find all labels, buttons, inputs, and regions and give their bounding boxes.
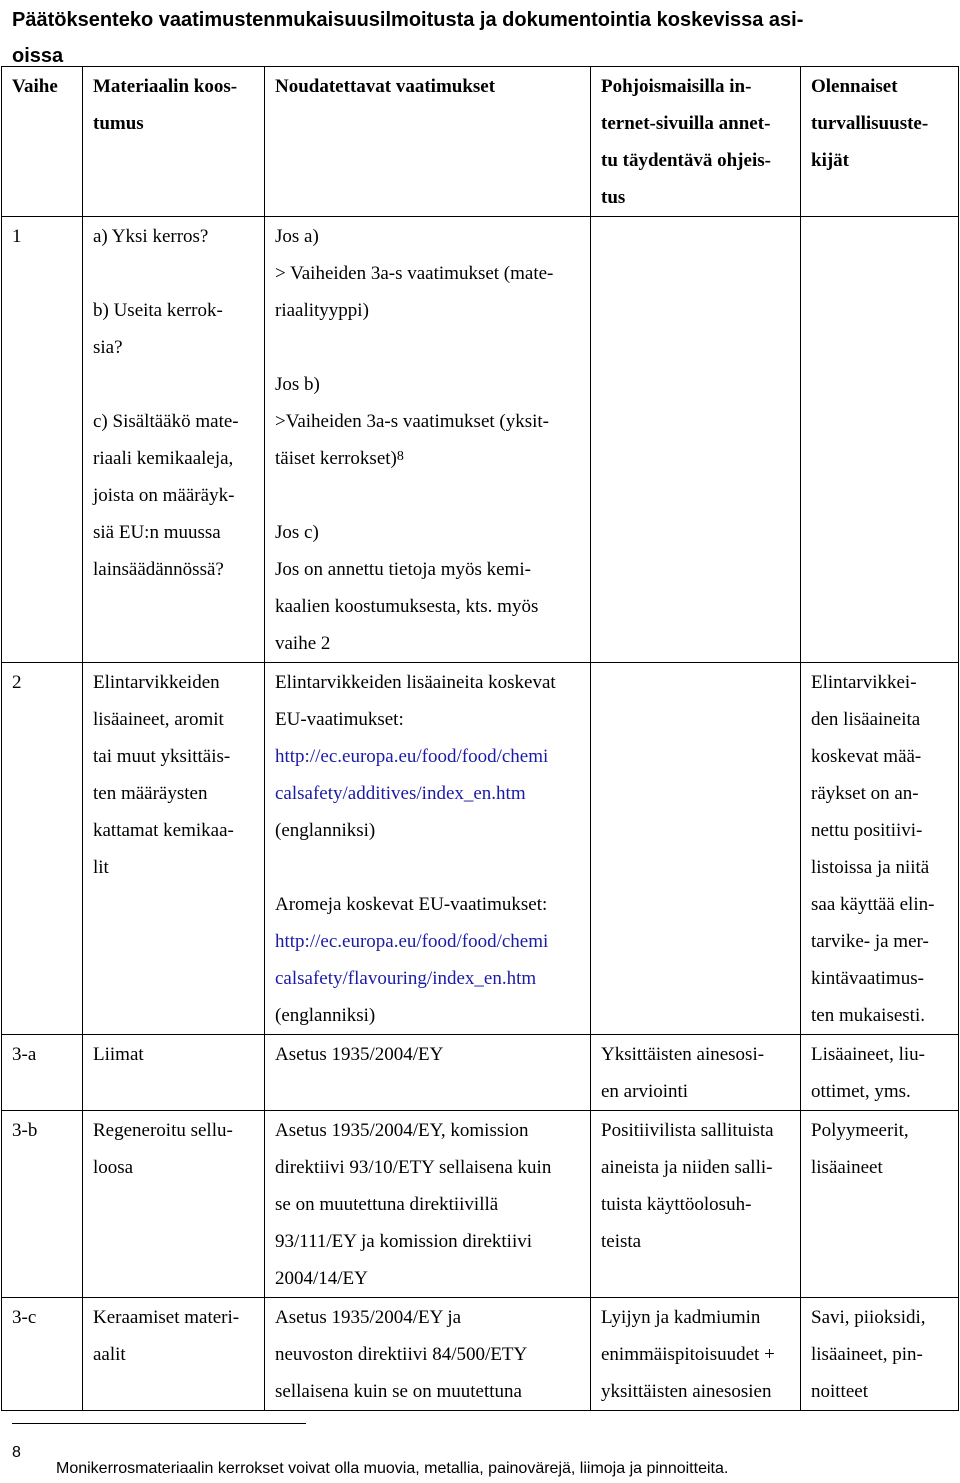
case-c-label: Jos c) xyxy=(275,522,319,543)
title-line-1: Päätöksenteko vaatimustenmukaisuusilmoitusta ja dokumentointia koskevissa asi- xyxy=(12,9,804,31)
text-line: kattamat kemikaa- xyxy=(93,820,234,841)
text-line: riaalityyppi) xyxy=(275,300,369,321)
text-line: neuvoston direktiivi 84/500/ETY xyxy=(275,1344,528,1365)
cell-vaatimukset xyxy=(265,1111,591,1298)
text-line: Yksittäisten ainesosi- xyxy=(601,1044,765,1065)
footnote-ref[interactable]: 8 xyxy=(396,449,404,464)
footnote-divider xyxy=(12,1423,306,1424)
text-line: Elintarvikkeiden lisäaineita koskevat xyxy=(275,672,556,693)
case-b-label: Jos b) xyxy=(275,374,320,395)
text-line: räykset on an- xyxy=(811,783,919,804)
text-line: EU-vaatimukset: xyxy=(275,709,404,730)
table-row xyxy=(2,663,959,1035)
cell-olennaiset xyxy=(801,1298,959,1411)
text-line: noitteet xyxy=(811,1381,868,1402)
text-line: riaali kemikaaleja, xyxy=(93,448,234,469)
text-line: tus xyxy=(601,187,626,208)
text-line: kijät xyxy=(811,150,849,171)
case-b-line-1: >Vaiheiden 3a-s vaatimukset (yksit- xyxy=(275,411,550,432)
text-line: loosa xyxy=(93,1157,134,1178)
text-line: listoissa ja niitä xyxy=(811,857,930,878)
text-line: 93/111/EY ja komission direktiivi xyxy=(275,1231,533,1252)
text-line: tumus xyxy=(93,113,144,134)
text-line: Elintarvikkeiden xyxy=(93,672,220,693)
title-line-2: oissa xyxy=(12,45,64,67)
cell-ohjeistus xyxy=(591,1111,801,1298)
text-line: Polyymeerit, xyxy=(811,1120,909,1141)
cell-ohjeistus xyxy=(591,1298,801,1411)
text-line: Savi, piioksidi, xyxy=(811,1307,926,1328)
text-line: enimmäispitoisuudet + xyxy=(601,1344,775,1365)
text-line: se on muutettuna direktiivillä xyxy=(275,1194,499,1215)
footnote-text: Monikerrosmateriaalin kerrokset voivat olla muovia, metallia, painovärejä, liimoja ja pinnoitteita. xyxy=(56,1460,729,1477)
cell-olennaiset xyxy=(801,1035,959,1111)
text-line: lisäaineet, aromit xyxy=(93,709,224,730)
text-line: lit xyxy=(93,857,109,878)
header-olennaiset xyxy=(801,67,959,217)
text-line: Asetus 1935/2004/EY, komission xyxy=(275,1120,529,1141)
text-line: ten määräysten xyxy=(93,783,208,804)
text-line: sia? xyxy=(93,337,123,358)
text-line: Regeneroitu sellu- xyxy=(93,1120,233,1141)
text-line: b) Useita kerrok- xyxy=(93,300,223,321)
text-line: kaalien koostumuksesta, kts. myös xyxy=(275,596,539,617)
cell-vaatimukset: Elintarvikkeiden lisäaineita koskevat EU-vaatimukset: http://ec.europa.eu/food/food/chemi calsafety/additives/index_en.htm (englanniksi) Aromeja koskevat EU-vaatimukset: http://ec.europa.eu/food/food/chemi calsafety/flavouring/index_en.htm (englanniksi) xyxy=(265,663,591,1035)
text-line: en arviointi xyxy=(601,1081,689,1102)
cell-vaatimukset xyxy=(265,217,591,663)
text-line: turvallisuuste- xyxy=(811,113,929,134)
text-line: aalit xyxy=(93,1344,126,1365)
text-line: joista on määräyk- xyxy=(93,485,235,506)
text-line: direktiivi 93/10/ETY sellaisena kuin xyxy=(275,1157,552,1178)
header-vaihe xyxy=(2,67,83,217)
text-line: saa käyttää elin- xyxy=(811,894,935,915)
text-line: sellaisena kuin se on muutettuna xyxy=(275,1381,522,1402)
text-line: > Vaiheiden 3a-s vaatimukset (mate- xyxy=(275,263,554,284)
text-line: koskevat mää- xyxy=(811,746,922,767)
case-a-label: Jos a) xyxy=(275,226,319,247)
table-row xyxy=(2,217,959,663)
link-line[interactable]: http://ec.europa.eu/food/food/chemi xyxy=(275,931,549,952)
cell-materiaali xyxy=(83,1111,265,1298)
document-title xyxy=(12,2,932,74)
cell-ohjeistus xyxy=(591,217,801,663)
text-line: lainsäädännössä? xyxy=(93,559,224,580)
text-line: siä EU:n muussa xyxy=(93,522,221,543)
text-line: ten mukaisesti. xyxy=(811,1005,925,1026)
cell-vaihe: 2 xyxy=(2,663,83,1035)
cell-vaihe: 1 xyxy=(2,217,83,663)
link-line[interactable]: calsafety/flavouring/index_en.htm xyxy=(275,968,537,989)
cell-olennaiset xyxy=(801,1111,959,1298)
flavouring-link[interactable] xyxy=(275,923,582,997)
header-ohjeistus xyxy=(591,67,801,217)
cell-vaihe: 3-c xyxy=(2,1298,83,1411)
text-line: kintävaatimus- xyxy=(811,968,924,989)
cell-olennaiset xyxy=(801,663,959,1035)
header-vaatimukset xyxy=(265,67,591,217)
cell-olennaiset xyxy=(801,217,959,663)
cell-materiaali xyxy=(83,217,265,663)
text-line: yksittäisten ainesosien xyxy=(601,1381,772,1402)
cell-materiaali xyxy=(83,663,265,1035)
text-line: Materiaalin koos- xyxy=(93,76,238,97)
text-line: aineista ja niiden salli- xyxy=(601,1157,773,1178)
text-line: ottimet, yms. xyxy=(811,1081,911,1102)
case-b-line-2: täiset kerrokset)$^8$ xyxy=(275,448,404,469)
text-line: Asetus 1935/2004/EY ja xyxy=(275,1307,462,1328)
text-line: Lisäaineet, liu- xyxy=(811,1044,925,1065)
text-line: den lisäaineita xyxy=(811,709,921,730)
text-line: Vaihe xyxy=(12,76,58,97)
footnote-number: 8 xyxy=(12,1444,21,1461)
requirements-table xyxy=(1,66,959,1411)
cell-vaatimukset xyxy=(265,1298,591,1411)
text-line: Olennaiset xyxy=(811,76,898,97)
text-line: tuista käyttöolosuh- xyxy=(601,1194,752,1215)
cell-vaihe: 3-b xyxy=(2,1111,83,1298)
text-line: lisäaineet xyxy=(811,1157,883,1178)
cell-ohjeistus xyxy=(591,1035,801,1111)
link-line[interactable]: http://ec.europa.eu/food/food/chemi xyxy=(275,746,549,767)
cell-materiaali xyxy=(83,1298,265,1411)
cell-vaihe: 3-a xyxy=(2,1035,83,1111)
text-line: teista xyxy=(601,1231,642,1252)
text-line: 2004/14/EY xyxy=(275,1268,368,1289)
text-line: a) Yksi kerros? xyxy=(93,226,209,247)
table-row xyxy=(2,1298,959,1411)
table-row xyxy=(2,1111,959,1298)
text-line: Jos on annettu tietoja myös kemi- xyxy=(275,559,531,580)
text-line: tarvike- ja mer- xyxy=(811,931,929,952)
cell-ohjeistus xyxy=(591,663,801,1035)
table-row xyxy=(2,1035,959,1111)
cell-materiaali xyxy=(83,1035,265,1111)
text-line: Elintarvikkei- xyxy=(811,672,917,693)
text-line: ternet-sivuilla annet- xyxy=(601,113,771,134)
additives-link[interactable] xyxy=(275,738,582,812)
text-line: Liimat xyxy=(93,1044,144,1065)
text-line: Asetus 1935/2004/EY xyxy=(275,1044,444,1065)
text-line: nettu positiivi- xyxy=(811,820,923,841)
text-line: Lyijyn ja kadmiumin xyxy=(601,1307,761,1328)
text-line: lisäaineet, pin- xyxy=(811,1344,923,1365)
link-line[interactable]: calsafety/additives/index_en.htm xyxy=(275,783,526,804)
text-line: tu täydentävä ohjeis- xyxy=(601,150,771,171)
text-line: c) Sisältääkö mate- xyxy=(93,411,239,432)
text-line: Noudatettavat vaatimukset xyxy=(275,76,496,97)
text-line: tai muut yksittäis- xyxy=(93,746,231,767)
text-line: Keraamiset materi- xyxy=(93,1307,240,1328)
cell-vaatimukset xyxy=(265,1035,591,1111)
text-line: Positiivilista sallituista xyxy=(601,1120,774,1141)
header-row xyxy=(2,67,959,217)
text-line: Pohjoismaisilla in- xyxy=(601,76,752,97)
text-line: vaihe 2 xyxy=(275,633,331,654)
header-materiaali xyxy=(83,67,265,217)
